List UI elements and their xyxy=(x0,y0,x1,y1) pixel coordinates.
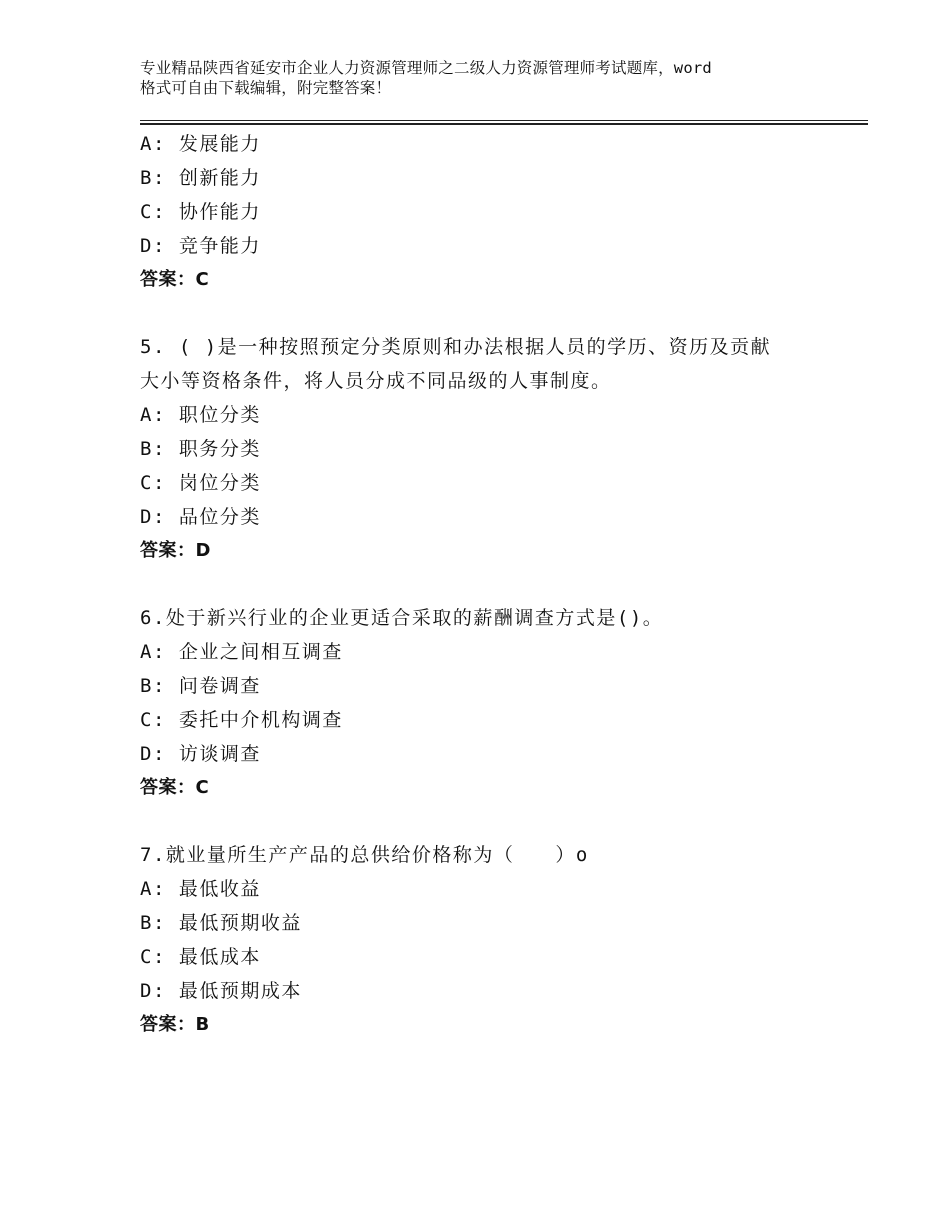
option-d: D: 访谈调查 xyxy=(140,743,261,765)
option-b: B: 创新能力 xyxy=(140,167,261,189)
option-a: A: 发展能力 xyxy=(140,133,261,155)
answer-label: 答案：B xyxy=(140,1014,210,1035)
question-4-continued xyxy=(140,127,840,297)
option-d: D: 竞争能力 xyxy=(140,235,261,257)
question-6 xyxy=(140,601,840,805)
option-b: B: 问卷调查 xyxy=(140,675,261,697)
option-b: B: 最低预期收益 xyxy=(140,912,302,934)
option-d: D: 品位分类 xyxy=(140,506,261,528)
page-header xyxy=(140,58,830,98)
answer-label: 答案：C xyxy=(140,269,210,290)
answer-label: 答案：D xyxy=(140,540,211,561)
question-list xyxy=(140,127,840,1042)
option-c: C: 委托中介机构调查 xyxy=(140,709,343,731)
option-a: A: 职位分类 xyxy=(140,404,261,426)
question-5 xyxy=(140,330,840,568)
header-line-2: 格式可自由下载编辑，附完整答案！ xyxy=(140,79,392,97)
header-line-1: 专业精品陕西省延安市企业人力资源管理师之二级人力资源管理师考试题库，word xyxy=(140,59,712,77)
option-c: C: 协作能力 xyxy=(140,201,261,223)
option-c: C: 最低成本 xyxy=(140,946,261,968)
option-a: A: 企业之间相互调查 xyxy=(140,641,343,663)
header-divider xyxy=(140,120,868,126)
question-7 xyxy=(140,838,840,1042)
question-stem: 5. ( )是一种按照预定分类原则和办法根据人员的学历、资历及贡献 xyxy=(140,336,772,358)
option-c: C: 岗位分类 xyxy=(140,472,261,494)
question-stem: 7.就业量所生产产品的总供给价格称为（ ）o xyxy=(140,844,589,866)
option-b: B: 职务分类 xyxy=(140,438,261,460)
answer-label: 答案：C xyxy=(140,777,210,798)
option-a: A: 最低收益 xyxy=(140,878,261,900)
option-d: D: 最低预期成本 xyxy=(140,980,302,1002)
question-stem-continued: 大小等资格条件，将人员分成不同品级的人事制度。 xyxy=(140,370,612,392)
question-stem: 6.处于新兴行业的企业更适合采取的薪酬调查方式是()。 xyxy=(140,607,664,629)
